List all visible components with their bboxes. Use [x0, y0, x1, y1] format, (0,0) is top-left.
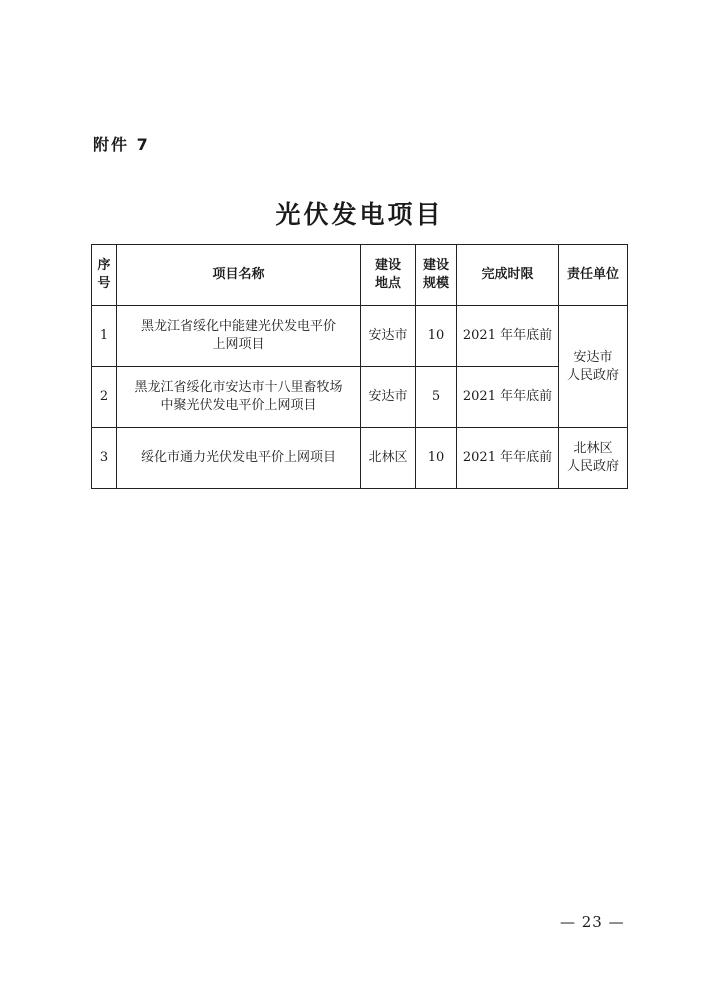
header-scale-line: 规模: [422, 276, 449, 291]
cell-seq: 1: [92, 306, 117, 367]
header-responsible: 责任单位: [559, 245, 628, 306]
responsible-line: 北林区: [573, 441, 613, 456]
page-title: 光伏发电项目: [275, 200, 444, 229]
cell-responsible: [559, 428, 628, 489]
cell-scale: 10: [416, 306, 457, 367]
cell-location: 安达市: [361, 367, 416, 428]
project-name-line: 绥化市通力光伏发电平价上网项目: [140, 450, 336, 465]
header-seq-line: 号: [97, 276, 111, 291]
cell-seq: 2: [92, 367, 117, 428]
cell-project-name: [117, 306, 361, 367]
cell-project-name: [117, 367, 361, 428]
cell-scale: 5: [416, 367, 457, 428]
project-name-line: 中聚光伏发电平价上网项目: [160, 398, 317, 413]
table-header-row: [92, 245, 628, 306]
header-seq-line: 序: [97, 258, 111, 273]
project-table: [91, 244, 628, 489]
page-number: — 23 —: [560, 913, 625, 931]
project-name-line: 上网项目: [212, 337, 265, 352]
cell-responsible: [559, 306, 628, 428]
cell-scale: 10: [416, 428, 457, 489]
responsible-line: 安达市: [573, 349, 613, 365]
responsible-line: 人民政府: [566, 459, 619, 474]
project-name-line: 黑龙江省绥化市安达市十八里畜牧场: [134, 380, 343, 395]
cell-seq: 3: [92, 428, 117, 489]
header-location-line: 地点: [374, 276, 401, 291]
responsible-line: 人民政府: [566, 367, 619, 383]
header-location: [361, 245, 416, 306]
cell-deadline: 2021 年年底前: [457, 367, 559, 428]
cell-project-name: [117, 428, 361, 489]
cell-deadline: 2021 年年底前: [457, 428, 559, 489]
header-scale: [416, 245, 457, 306]
table-row: [92, 428, 628, 489]
header-deadline: 完成时限: [457, 245, 559, 306]
project-name-line: 黑龙江省绥化中能建光伏发电平价: [140, 319, 336, 334]
cell-location: 安达市: [361, 306, 416, 367]
header-location-line: 建设: [374, 258, 401, 273]
attachment-label: 附件 7: [93, 135, 150, 154]
table-row: [92, 367, 628, 428]
header-scale-line: 建设: [422, 258, 449, 273]
table-row: [92, 306, 628, 367]
header-seq: [92, 245, 117, 306]
header-name: 项目名称: [117, 245, 361, 306]
cell-location: 北林区: [361, 428, 416, 489]
cell-deadline: 2021 年年底前: [457, 306, 559, 367]
